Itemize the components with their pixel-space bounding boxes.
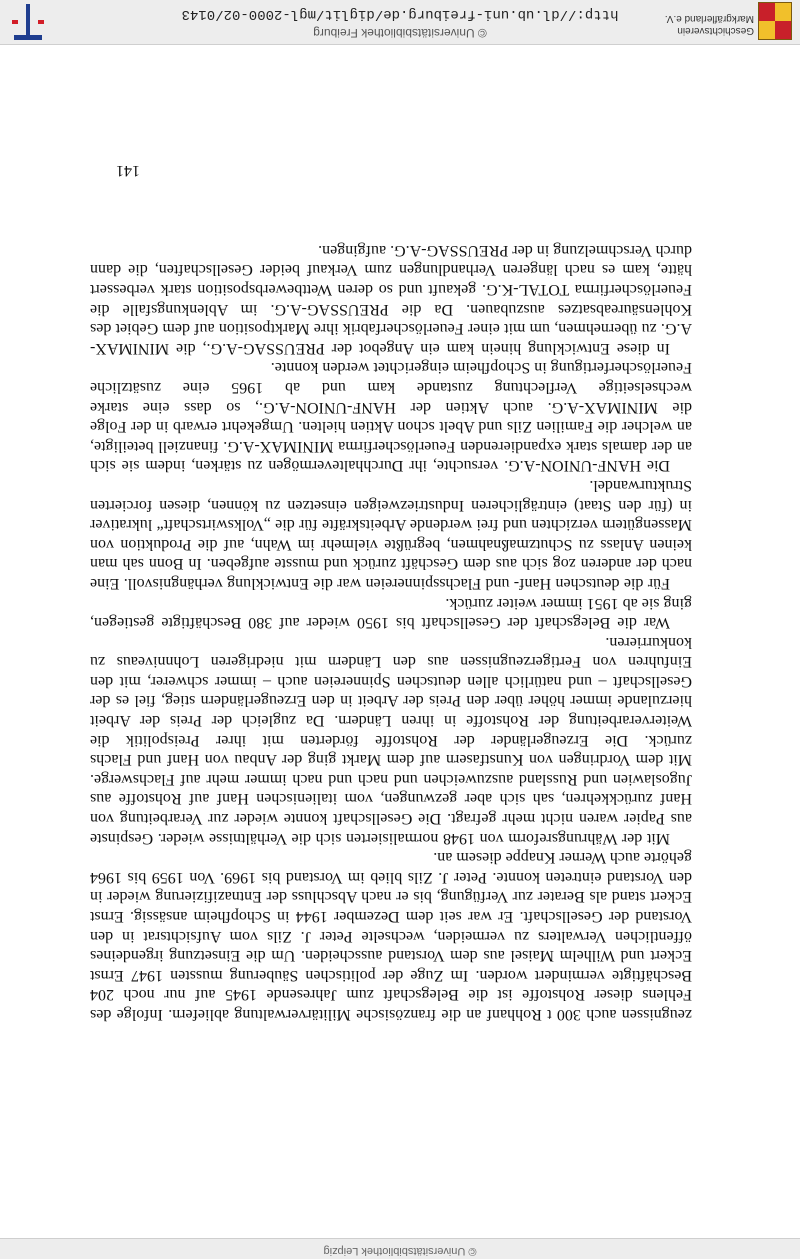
document-url-link[interactable]: http://dl.ub.uni-freiburg.de/diglit/mgl-2000-02/0143 <box>181 6 619 22</box>
paragraph-1: zeugnissen auch 300 t Rohhanf an die französische Militärverwaltung abliefern. Infolge des Fehlens dieser Rohstoffe ist die Belegschaft zum Jahresende 1945 auf nur noch 204 Beschäftigte vermindert worden. Im Zuge der politischen Säuberung mussten 1947 Ernst Eckert und Wilhelm Maisel aus dem Vorstand ausscheiden. Um die Einsetzung irgendeines öffentlichen Verwalters zu vermeiden, wechselte Peter J. Zils vom Aufsichtsrat in den Vorstand der Gesellschaft. Er war seit dem Dezember 1944 in Schopfheim ansässig. Ernst Eckert stand als Berater zur Verfügung, bis er nach Abschluss der Entnazifizierung wieder in den Vorstand eintreten konnte. Peter J. Zils blieb im Vorstand bis 1969. Von 1959 bis 1964 gehörte auch Werner Knappe diesem an. <box>90 849 692 1023</box>
page-body-text <box>90 240 692 1024</box>
paragraph-6: In diese Entwicklung hinein kam ein Angebot der PREUSSAG-A.G., die MINIMAX-A.G. zu übernehmen, um mit einer Feuerlöscherfabrik ihre Marktposition auf dem Gebiet des Kohlensäureabsatzes auszubauen. Da die PREUSSAG-A.G. im Ablenkungsfalle die Feuerlöscherfirma TOTAL-K.G. gekauft und so deren Wettbewerbsposition stark verbessert hätte, kam es nach längeren Verhandlungen zum Verkauf beider Gesellschaften, die dann durch Verschmelzung in der PREUSSAG-A.G. aufgingen. <box>90 241 692 357</box>
paragraph-3: War die Belegschaft der Gesellschaft bis 1950 wieder auf 380 Beschäftigte gestiegen, ging sie ab 1951 immer weiter zurück. <box>90 594 692 632</box>
library-logo <box>10 4 46 40</box>
paragraph-5: Die HANF-UNION-A.G. versuchte, ihr Durchhaltevermögen zu stärken, indem sie sich an der damals stark expandierenden Feuerlöscherfirma MINIMAX-A.G. finanziell beteiligte, an welcher die Familien Zils und Abelt schon Aktien hielten. Umgekehrt erwarb in der Folge die MINIMAX-A.G. auch Aktien der HANF-UNION-A.G., so dass eine starke wechselseitige Verflechtung zustande kam und ab 1965 eine zusätzliche Feuerlöscherfertigung in Schopfheim eingerichtet werden konnte. <box>90 359 692 475</box>
paragraph-4: Für die deutschen Hanf- und Flachsspinnereien war die Entwicklung verhängnisvoll. Eine nach der anderen zog sich aus dem Geschäft zurück und musste aufgeben. In Bonn sah man keinen Anlass zu Schutzmaßnahmen, begrüßte vielmehr im Wahn, auf die Produktion von Massengütern verzichten und frei werdende Arbeitskräfte für die „Volkswirtschaft“ lukrativer in (für den Staat) einträglicheren Industriezweigen einsetzen zu können, diesen forcierten Strukturwandel. <box>90 476 692 592</box>
logo-red-mark-left <box>38 20 44 24</box>
logo-red-mark-right <box>12 20 18 24</box>
copyright-text: © Universitätsbibliothek Freiburg <box>313 26 487 40</box>
org-name-line-2: Markgräflerland e.V. <box>664 13 754 24</box>
strip-copyright-text: © Universitätsbibliothek Leipzig <box>323 1245 477 1257</box>
footer-bar <box>0 0 800 45</box>
paragraph-2: Mit der Währungsreform von 1948 normalisierten sich die Verhältnisse wieder. Gespinste aus Papier waren nicht mehr gefragt. Die Gesellschaft konnte wieder zur Verarbeitung von Hanf zurückkehren, sah sich aber gezwungen, vom italienischen Hanf auf Rohstoffe aus Jugoslawien und Russland auszuweichen und nach und nach immer mehr auf Flachswerge. Mit dem Vordringen von Kunstfasern auf dem Markt ging der Anbau von Hanf und Flachs zurück. Die Erzeugerländer der Rohstoffe förderten mit ihrer Preispolitik die Weiterverarbeitung der Rohstoffe in ihren Ländern. Da zugleich der Preis der Arbeit hierzulande immer höher über den Preis der Arbeit in den Erzeugerländern stieg, fiel es der Gesellschaft – und natürlich allen deutschen Spinnereien auch – immer schwerer, mit den Einfuhren von Fertigerzeugnissen aus den Ländern mit niedrigeren Lohnniveaus zu konkurrieren. <box>90 633 692 847</box>
page-number: 141 <box>116 162 140 179</box>
logo-top-bar <box>14 35 42 40</box>
org-name-line-1: Geschichtsverein <box>677 25 754 36</box>
bottom-edge-strip <box>0 1238 800 1259</box>
